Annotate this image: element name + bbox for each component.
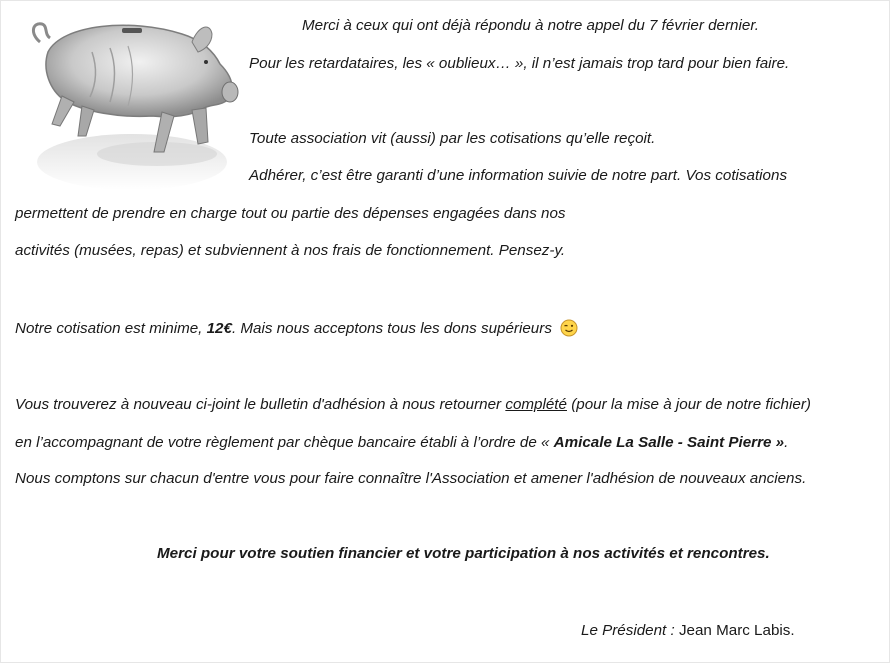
fees-line-2: activités (musées, repas) et subviennent à nos frais de fonctionnement. Pensez-y.: [15, 242, 566, 259]
piggy-bank-illustration: [22, 12, 244, 194]
fee-suffix: . Mais nous acceptons tous les dons supérieurs: [231, 320, 552, 337]
adhere-line: Adhérer, c’est être garanti d’une information suivie de notre part. Vos cotisations: [249, 167, 788, 184]
fee-prefix: Notre cotisation est minime,: [15, 320, 207, 337]
payment-line: [15, 433, 788, 453]
thanks-line: Merci à ceux qui ont déjà répondu à notre appel du 7 février dernier.: [302, 17, 760, 34]
fee-line: [15, 319, 578, 339]
bulletin-emphasis: complété: [505, 396, 567, 413]
payment-payee: Amicale La Salle - Saint Pierre »: [553, 434, 785, 451]
fees-line-1: permettent de prendre en charge tout ou partie des dépenses engagées dans nos: [15, 205, 566, 222]
association-line: Toute association vit (aussi) par les cotisations qu’elle reçoit.: [249, 130, 656, 147]
closing-thanks: Merci pour votre soutien financier et votre participation à nos activités et rencontres.: [157, 545, 770, 562]
count-on-line: Nous comptons sur chacun d'entre vous pour faire connaître l'Association et amener l'adhésion de nouveaux anciens.: [15, 470, 807, 487]
signature: [581, 621, 795, 641]
winking-face-icon: [560, 319, 578, 337]
bulletin-prefix: Vous trouverez à nouveau ci-joint le bulletin d'adhésion à nous retourner: [15, 396, 506, 413]
signature-name: Jean Marc Labis.: [678, 622, 795, 639]
payment-suffix: .: [784, 434, 789, 451]
signature-title: Le Président :: [581, 622, 679, 639]
bulletin-line: [15, 395, 811, 415]
latecomers-line: Pour les retardataires, les « oublieux… », il n’est jamais trop tard pour bien faire.: [249, 55, 790, 72]
bulletin-suffix: (pour la mise à jour de notre fichier): [566, 396, 811, 413]
payment-prefix: en l’accompagnant de votre règlement par chèque bancaire établi à l’ordre de «: [15, 434, 554, 451]
fee-amount: 12€: [206, 320, 232, 337]
